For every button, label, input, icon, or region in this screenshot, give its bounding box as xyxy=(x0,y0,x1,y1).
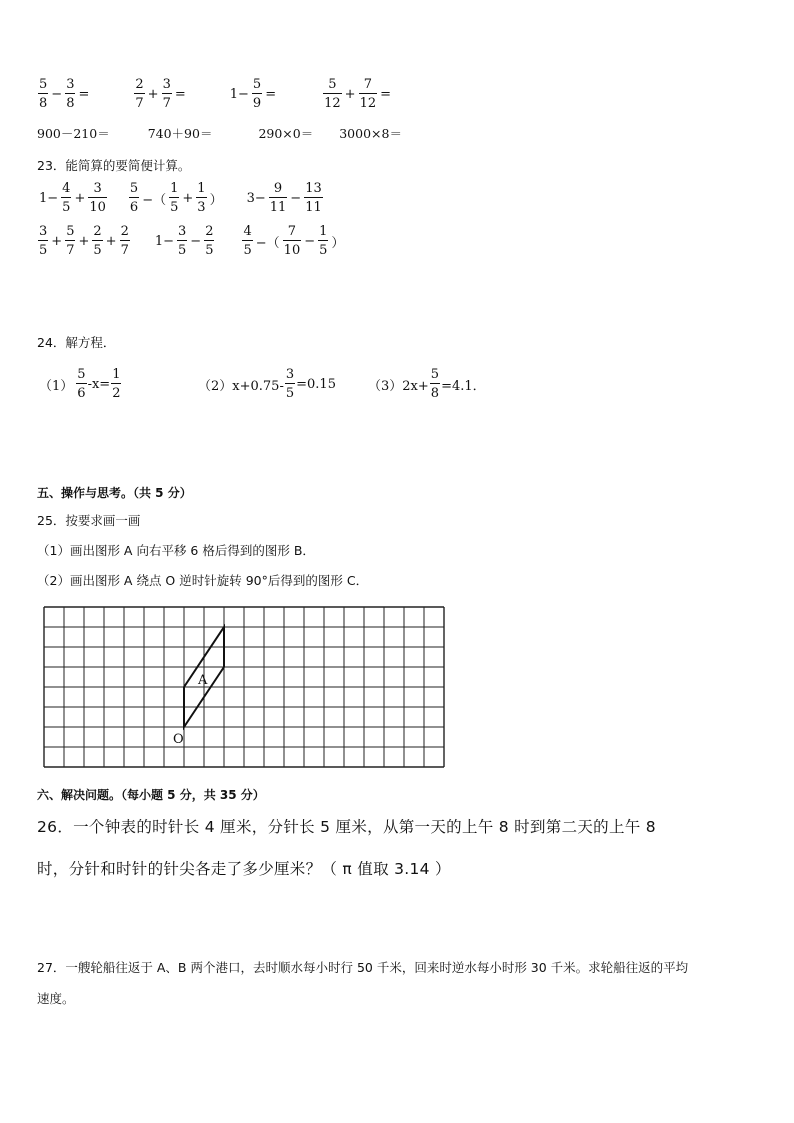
q24-eq-1: （1） $\frac{5}{6}$ -x= $\frac{1}{2}$ xyxy=(39,367,121,401)
fraction: $\frac{2}{5}$ xyxy=(205,224,214,258)
q23-title: 23．能简算的要简便计算。 xyxy=(37,158,191,173)
expr-1-minus-5-9: 1− $\frac{5}{9}$ = xyxy=(229,77,277,111)
fraction: $\frac{3}{5}$ xyxy=(39,224,48,258)
q26-line-1: 26．一个钟表的时针长 4 厘米，分针长 5 厘米，从第一天的上午 8 时到第二天的上午 8 xyxy=(37,818,656,836)
fraction: $\frac{5}{7}$ xyxy=(66,224,75,258)
q23-expr-4: $\frac{3}{5}$ + $\frac{5}{7}$ + $\frac{2}{5}$ + $\frac{2}{7}$ xyxy=(39,224,129,258)
q23-line-1 xyxy=(37,182,324,214)
fraction: $\frac{5}{8}$ xyxy=(39,77,48,111)
section-5-title: 五、操作与思考。（共 5 分） xyxy=(37,486,192,500)
grid-lines xyxy=(44,607,444,767)
expr-5-12-plus-7-12: $\frac{5}{12}$ + $\frac{7}{12}$ = xyxy=(324,77,392,111)
section-6-title: 六、解决问题。（每小题 5 分，共 35 分） xyxy=(37,788,265,802)
q23-expr-1: 1− $\frac{4}{5}$ + $\frac{3}{10}$ xyxy=(39,181,106,215)
fraction: $\frac{1}{2}$ xyxy=(112,367,121,401)
fraction: $\frac{2}{5}$ xyxy=(93,224,102,258)
q27-line-2: 速度。 xyxy=(37,991,75,1006)
q23-expr-5: 1− $\frac{3}{5}$ − $\frac{2}{5}$ xyxy=(154,224,214,258)
calc-item: 3000×8＝ xyxy=(339,126,402,141)
fraction: $\frac{3}{5}$ xyxy=(285,367,295,401)
fraction: $\frac{3}{10}$ xyxy=(89,181,106,215)
fraction: $\frac{4}{5}$ xyxy=(243,224,252,258)
point-o-label: O xyxy=(173,732,184,747)
fraction: $\frac{3}{8}$ xyxy=(66,77,75,111)
q24-title: 24．解方程． xyxy=(37,335,116,350)
drawing-grid xyxy=(40,603,448,775)
fraction: $\frac{4}{5}$ xyxy=(62,181,71,215)
fraction: $\frac{1}{3}$ xyxy=(197,181,206,215)
expr-2-7-plus-3-7: $\frac{2}{7}$ + $\frac{3}{7}$ = xyxy=(135,77,186,111)
fraction: $\frac{5}{6}$ xyxy=(77,367,86,401)
fraction: $\frac{2}{7}$ xyxy=(135,77,144,111)
fraction: $\frac{5}{9}$ xyxy=(252,77,262,111)
calc-row-1 xyxy=(37,78,393,110)
q23-expr-3: 3− $\frac{9}{11}$ − $\frac{13}{11}$ xyxy=(246,181,322,215)
q25-title: 25．按要求画一画 xyxy=(37,513,141,528)
fraction: $\frac{1}{5}$ xyxy=(170,181,179,215)
q26-line-2: 时，分针和时针的针尖各走了多少厘米？（ π 值取 3.14 ） xyxy=(37,860,451,878)
q25-step-2: （2）画出图形 A 绕点 O 逆时针旋转 90°后得到的图形 C． xyxy=(37,573,369,588)
calc-item: 740＋90＝ xyxy=(147,126,213,141)
fraction: $\frac{7}{12}$ xyxy=(359,77,377,111)
fraction: $\frac{1}{5}$ xyxy=(319,224,328,258)
q23-expr-6: $\frac{4}{5}$ −（ $\frac{7}{10}$ − $\frac{1}{5}$ ） xyxy=(243,224,345,258)
fraction: $\frac{5}{6}$ xyxy=(129,181,139,215)
q24-eq-2: （2）x+0.75- $\frac{3}{5}$ =0.15 xyxy=(198,367,336,401)
fraction: $\frac{3}{7}$ xyxy=(162,77,171,111)
fraction: $\frac{2}{7}$ xyxy=(120,224,129,258)
fraction: $\frac{3}{5}$ xyxy=(178,224,187,258)
fraction: $\frac{13}{11}$ xyxy=(305,181,322,215)
fraction: $\frac{5}{12}$ xyxy=(324,77,341,111)
calc-item: 900－210＝ xyxy=(37,126,110,141)
shape-a-label: A xyxy=(198,673,208,688)
q27-line-1: 27．一艘轮船往返于 A、B 两个港口，去时顺水每小时行 50 千米，回来时逆水每小时形 30 千米。求轮船往返的平均 xyxy=(37,960,689,975)
expr-5-8-minus-3-8: $\frac{5}{8}$ − $\frac{3}{8}$ = xyxy=(39,77,90,111)
q23-expr-2: $\frac{5}{6}$ −（ $\frac{1}{5}$ + $\frac{1}{3}$ ） xyxy=(129,181,223,215)
q25-step-1: （1）画出图形 A 向右平移 6 格后得到的图形 B． xyxy=(37,543,315,558)
q24-eq-3: （3）2x+ $\frac{5}{8}$ =4.1． xyxy=(368,367,486,401)
fraction: $\frac{7}{10}$ xyxy=(283,224,301,258)
q23-line-2 xyxy=(37,225,346,257)
calc-row-2 xyxy=(37,124,402,142)
fraction: $\frac{9}{11}$ xyxy=(269,181,287,215)
calc-item: 290×0＝ xyxy=(258,126,314,141)
fraction: $\frac{5}{8}$ xyxy=(430,367,440,401)
